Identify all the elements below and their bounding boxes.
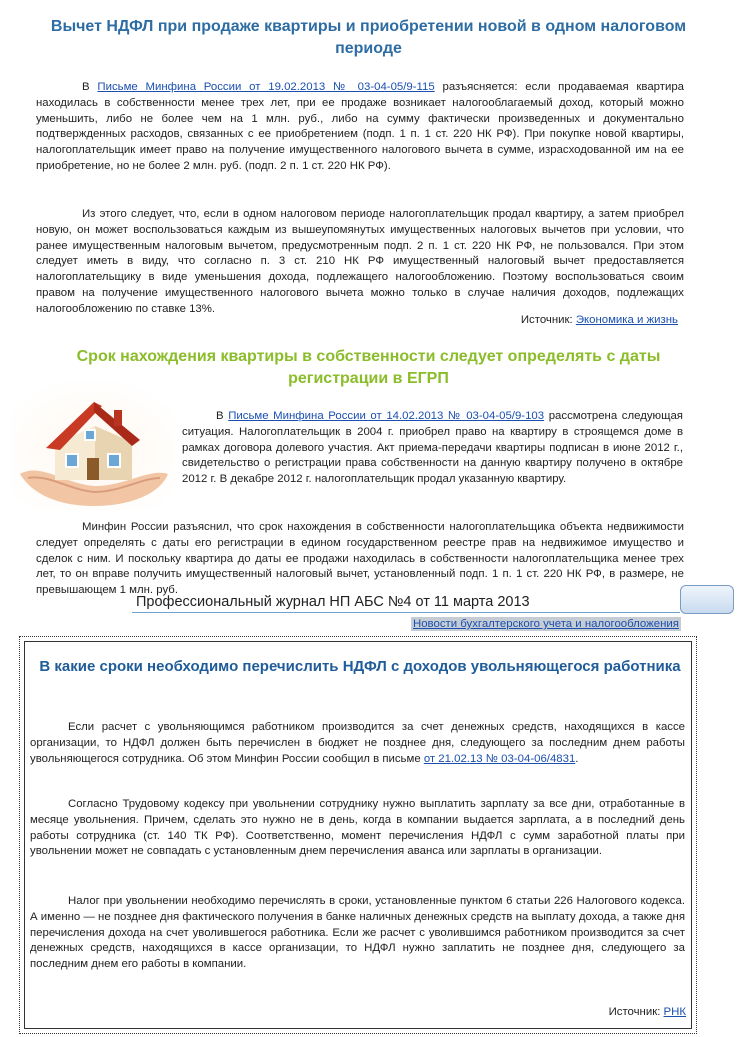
article-2-title: Срок нахождения квартиры в собственности следует определять с даты регистрации в ЕГРП [76, 348, 661, 387]
article-1-source-link[interactable]: Экономика и жизнь [575, 314, 678, 326]
article-1-letter-link[interactable]: Письме Минфина России от 19.02.2013 № 03-04-05/9-115 [97, 81, 435, 93]
article-2-letter-link[interactable]: Письме Минфина России от 14.02.2013 № 03-04-05/9-103 [228, 410, 545, 422]
article-3-source: Источник: РНК [608, 1006, 686, 1018]
article-1-paragraph-2: Из этого следует, что, если в одном налоговом периоде налогоплательщик продал квартиру, а затем приобрел новую, он может воспользоваться каждым из вышеупомянутых имущественных налоговых вычетов при условии, что ранее имущественным налоговым вычетом, предусмотренным подп. 2 п. 1 ст. 220 НК РФ, не пользовался. При этом следует иметь в виду, что согласно п. 3 ст. 210 НК РФ имущественный налоговый вычет предоставляется налогоплательщику в виде уменьшения дохода, подлежащего налогообложению. Поэтому воспользоваться своим правом на получение имущественного налогового вычета можно только в случае наличия доходов, подлежащих налогообложению по ставке 13%. [36, 208, 684, 315]
news-link[interactable]: Новости бухгалтерского учета и налогообложения [413, 618, 679, 630]
article-1-paragraph-1: В Письме Минфина России от 19.02.2013 № 03-04-05/9-115 разъясняется: если продаваемая квартира находилась в собственности менее трех лет, при ее продаже возникает налогооблагаемый доход, который можно уменьшить, либо не более чем на 1 млн. руб., либо на сумму фактически произведенных и документально подтвержденных расходов, связанных с ее приобретением (подп. 1 п. 1 ст. 220 НК РФ). При покупке новой квартиры, налогоплательщик имеет право на получение имущественного налогового вычета в сумме, израсходованной им на ее приобретение, но не более 2 млн. руб. (подп. 2 п. 1 ст. 220 НК РФ). [36, 81, 684, 172]
nav-button[interactable] [680, 585, 734, 614]
article-1-source: Источник: Экономика и жизнь [520, 314, 678, 326]
article-3-source-link[interactable]: РНК [663, 1006, 686, 1018]
journal-divider [132, 612, 680, 613]
article-3-paragraph-1: Если расчет с увольняющимся работником производится за счет денежных средств, находящихся в кассе организации, то НДФЛ должен быть перечислен в бюджет не позднее дня, следующего за последним днем работы увольняющегося сотрудника. Об этом Минфин России сообщил в письме от 21.02.13 № 03-04-06/4831. [30, 721, 685, 765]
article-2-paragraph-2: Минфин России разъяснил, что срок нахождения в собственности налогоплательщика объекта недвижимости следует определять с даты его регистрации в едином государственном реестре прав на недвижимое имущество и сделок с ним. И поскольку квартира до даты ее продажи находилась в собственности налогоплательщика менее трех лет, то он вправе получить имущественный налоговый вычет, установленный подп. 1 п. 1 ст. 220 НК РФ, в размере, не превышающем 1 млн. руб. [36, 521, 684, 597]
house-in-hands-image [10, 382, 176, 510]
journal-caption: Профессиональный журнал НП АБС №4 от 11 марта 2013 [136, 594, 530, 610]
article-3-title: В какие сроки необходимо перечислить НДФЛ с доходов увольняющегося работника [39, 658, 681, 675]
article-1-title: Вычет НДФЛ при продаже квартиры и приобретении новой в одном налоговом периоде [50, 18, 687, 57]
article-3-paragraph-2: Согласно Трудовому кодексу при увольнении сотруднику нужно выплатить зарплату за все дни, отработанные в месяце увольнения. Причем, сделать это нужно не в день, когда в компании выдается зарплата, а в последний день работы сотрудника (ст. 140 ТК РФ). Соответственно, момент перечисления НДФЛ с сумм заработной платы при увольнении может не совпадать с установленным днем перечисления аванса или зарплаты в организации. [30, 798, 685, 858]
article-2-paragraph-1: В Письме Минфина России от 14.02.2013 № 03-04-05/9-103 рассмотрена следующая ситуация. Налогоплательщик в 2004 г. приобрел право на квартиру в строящемся доме в рамках договора долевого участия. Акт приема-передачи квартиры подписан в июне 2012 г., свидетельство о регистрации права собственности на данную квартиру получено в октябре 2012 г. В декабре 2012 г. налогоплательщик продал указанную квартиру. [182, 410, 683, 486]
article-3-letter-link[interactable]: от 21.02.13 № 03-04-06/4831 [423, 752, 576, 765]
article-3-paragraph-3: Налог при увольнении необходимо перечислять в сроки, установленные пунктом 6 статьи 226 Налогового кодекса. А именно — не позднее дня фактического получения в банке наличных денежных средств на выплату дохода, а также дня перечисления дохода на счет уволившегося работника. Если же расчет с уволившимся работником производится за счет денежных средств, находящихся в кассе организации, то НДФЛ нужно заплатить не позднее дня, следующего за последним днем его работы в компании. [30, 895, 685, 971]
